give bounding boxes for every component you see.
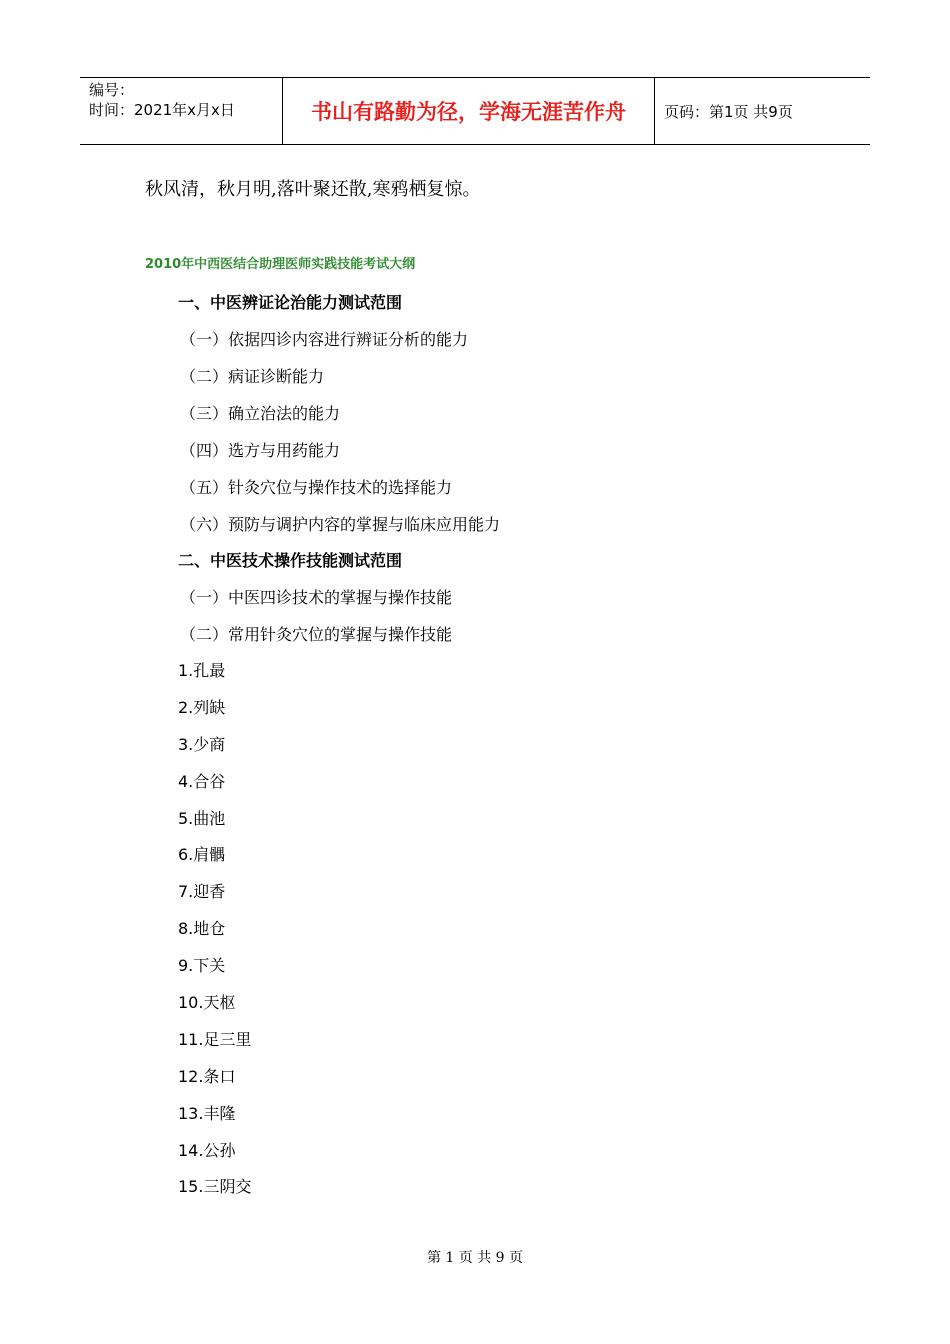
acupoint-item: 3.少商 — [178, 735, 226, 754]
acupoint-item: 1.孔最 — [178, 661, 226, 680]
acupoint-item: 2.列缺 — [178, 698, 226, 717]
acupoint-item: 13.丰隆 — [178, 1104, 236, 1123]
section2-item: （一）中医四诊技术的掌握与操作技能 — [180, 588, 453, 607]
section1-item: （三）确立治法的能力 — [180, 404, 341, 423]
acupoint-item: 9.下关 — [178, 956, 226, 975]
header-page-info: 页码：第1页 共9页 — [664, 102, 793, 121]
acupoint-item: 11.足三里 — [178, 1030, 252, 1049]
acupoint-item: 8.地仓 — [178, 919, 226, 938]
section1-item: （二）病证诊断能力 — [180, 367, 325, 386]
section1-item: （一）依据四诊内容进行辨证分析的能力 — [180, 330, 469, 349]
header-meta-cell — [80, 78, 282, 144]
header-motto: 书山有路勤为径，学海无涯苦作舟 — [282, 78, 655, 144]
section2-heading: 二、中医技术操作技能测试范围 — [178, 551, 403, 570]
acupoint-item: 4.合谷 — [178, 772, 226, 791]
acupoint-item: 6.肩髃 — [178, 845, 226, 864]
page-header-table — [80, 77, 870, 145]
acupoint-item: 10.天枢 — [178, 993, 236, 1012]
time-label: 时间：2021年x月x日 — [89, 101, 235, 119]
poem-line: 秋风清，秋月明,落叶聚还散,寒鸦栖复惊。 — [145, 179, 481, 200]
section1-heading: 一、中医辨证论治能力测试范围 — [178, 293, 403, 312]
number-label: 编号： — [89, 81, 135, 99]
section1-item: （五）针灸穴位与操作技术的选择能力 — [180, 478, 453, 497]
acupoint-item: 7.迎香 — [178, 882, 226, 901]
acupoint-item: 12.条口 — [178, 1067, 236, 1086]
acupoint-item: 14.公孙 — [178, 1141, 236, 1160]
document-title: 2010年中西医结合助理医师实践技能考试大纲 — [145, 257, 416, 272]
acupoint-item: 15.三阴交 — [178, 1177, 252, 1196]
acupoint-item: 5.曲池 — [178, 809, 226, 828]
section2-item: （二）常用针灸穴位的掌握与操作技能 — [180, 625, 453, 644]
page-footer: 第 1 页 共 9 页 — [426, 1250, 524, 1266]
section1-item: （六）预防与调护内容的掌握与临床应用能力 — [180, 515, 501, 534]
section1-item: （四）选方与用药能力 — [180, 441, 341, 460]
